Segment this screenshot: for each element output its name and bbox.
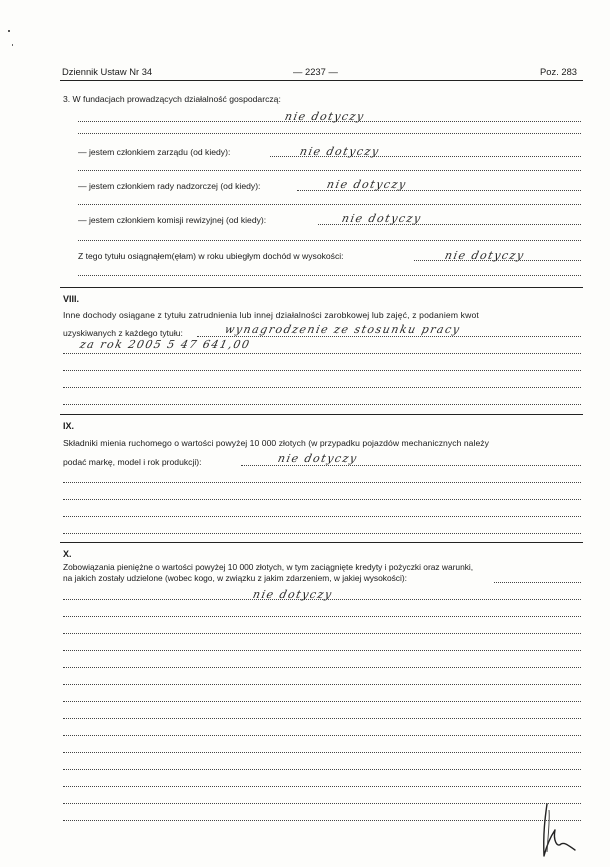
s3-board-label: — jestem członkiem zarządu (od kiedy): [78,147,231,157]
s3-audit-label: — jestem członkiem komisji rewizyjnej (od kiedy): [78,215,267,225]
dotted-line [63,769,581,770]
s9-label: IX. [63,421,75,431]
dotted-line [63,404,581,405]
s3-handwritten: nie dotyczy [283,110,366,123]
dotted-line [63,499,581,500]
dotted-line [78,275,581,276]
dotted-line [78,240,581,241]
initials-signature [535,800,585,862]
dotted-line [63,616,581,617]
dotted-line [63,667,581,668]
position-number: Poz. 283 [540,66,578,77]
section-rule [60,542,583,543]
s9-line2: podać markę, model i rok produkcji): [63,457,202,467]
s10-hw: nie dotyczy [251,588,334,601]
s3-board-hw: nie dotyczy [298,145,381,158]
dotted-line [297,190,581,191]
dotted-line [241,465,581,466]
dotted-line [63,387,581,388]
dotted-line [63,599,581,600]
dotted-line [197,336,581,337]
scan-speck [8,30,10,32]
dotted-line [63,633,581,634]
dotted-line [270,156,581,157]
dotted-line [78,204,581,205]
s8-hw1: wynagrodzenie ze stosunku pracy [223,323,462,336]
s3-supervisory-label: — jestem członkiem rady nadzorczej (od kiedy): [78,181,261,191]
dotted-line [494,582,581,583]
header-rule [60,80,583,81]
s8-line2: uzyskiwanych z każdego tytułu: [63,328,183,338]
s9-line1: Składniki mienia ruchomego o wartości powyżej 10 000 złotych (w przypadku pojazdów mechanicznych należy [63,438,489,448]
section-rule [60,414,583,415]
s8-hw2: za rok 2005 5 47 641,00 [78,338,252,351]
dotted-line [63,701,581,702]
dotted-line [63,786,581,787]
dotted-line [63,650,581,651]
dotted-line [63,516,581,517]
s10-line1: Zobowiązania pieniężne o wartości powyżej 10 000 złotych, w tym zaciągnięte kredyty i pożyczki oraz warunki, [63,562,474,572]
dotted-line [63,353,581,354]
dotted-line [318,224,581,225]
section-rule [60,287,583,288]
dotted-line [78,133,581,134]
s3-title: 3. W fundacjach prowadzących działalność gospodarczą: [63,94,281,104]
s3-audit-hw: nie dotyczy [340,212,423,225]
s3-supervisory-hw: nie dotyczy [325,178,408,191]
dotted-line [78,121,581,122]
dotted-line [63,482,581,483]
s10-label: X. [63,549,72,559]
dotted-line [63,735,581,736]
dotted-line [63,370,581,371]
page-number: — 2237 — [293,66,338,77]
s10-line2: na jakich zostały udzielone (wobec kogo, w związku z jakim zdarzeniem, w jakiej wysokości): [63,573,407,583]
dotted-line [78,170,581,171]
s9-hw: nie dotyczy [276,452,359,465]
s3-income-hw: nie dotyczy [443,249,526,262]
dotted-line [63,820,581,821]
journal-title: Dziennik Ustaw Nr 34 [62,66,153,77]
dotted-line [63,803,581,804]
dotted-line [414,260,581,261]
s8-label: VIII. [63,294,80,304]
s3-income-label: Z tego tytułu osiągnąłem(ęłam) w roku ubiegłym dochód w wysokości: [78,251,344,261]
dotted-line [63,718,581,719]
dotted-line [63,684,581,685]
dotted-line [63,752,581,753]
scan-speck [12,44,13,46]
s8-line1: Inne dochody osiągane z tytułu zatrudnienia lub innej działalności zarobkowej lub zajęć, z podaniem kwot [63,310,479,320]
dotted-line [63,533,581,534]
